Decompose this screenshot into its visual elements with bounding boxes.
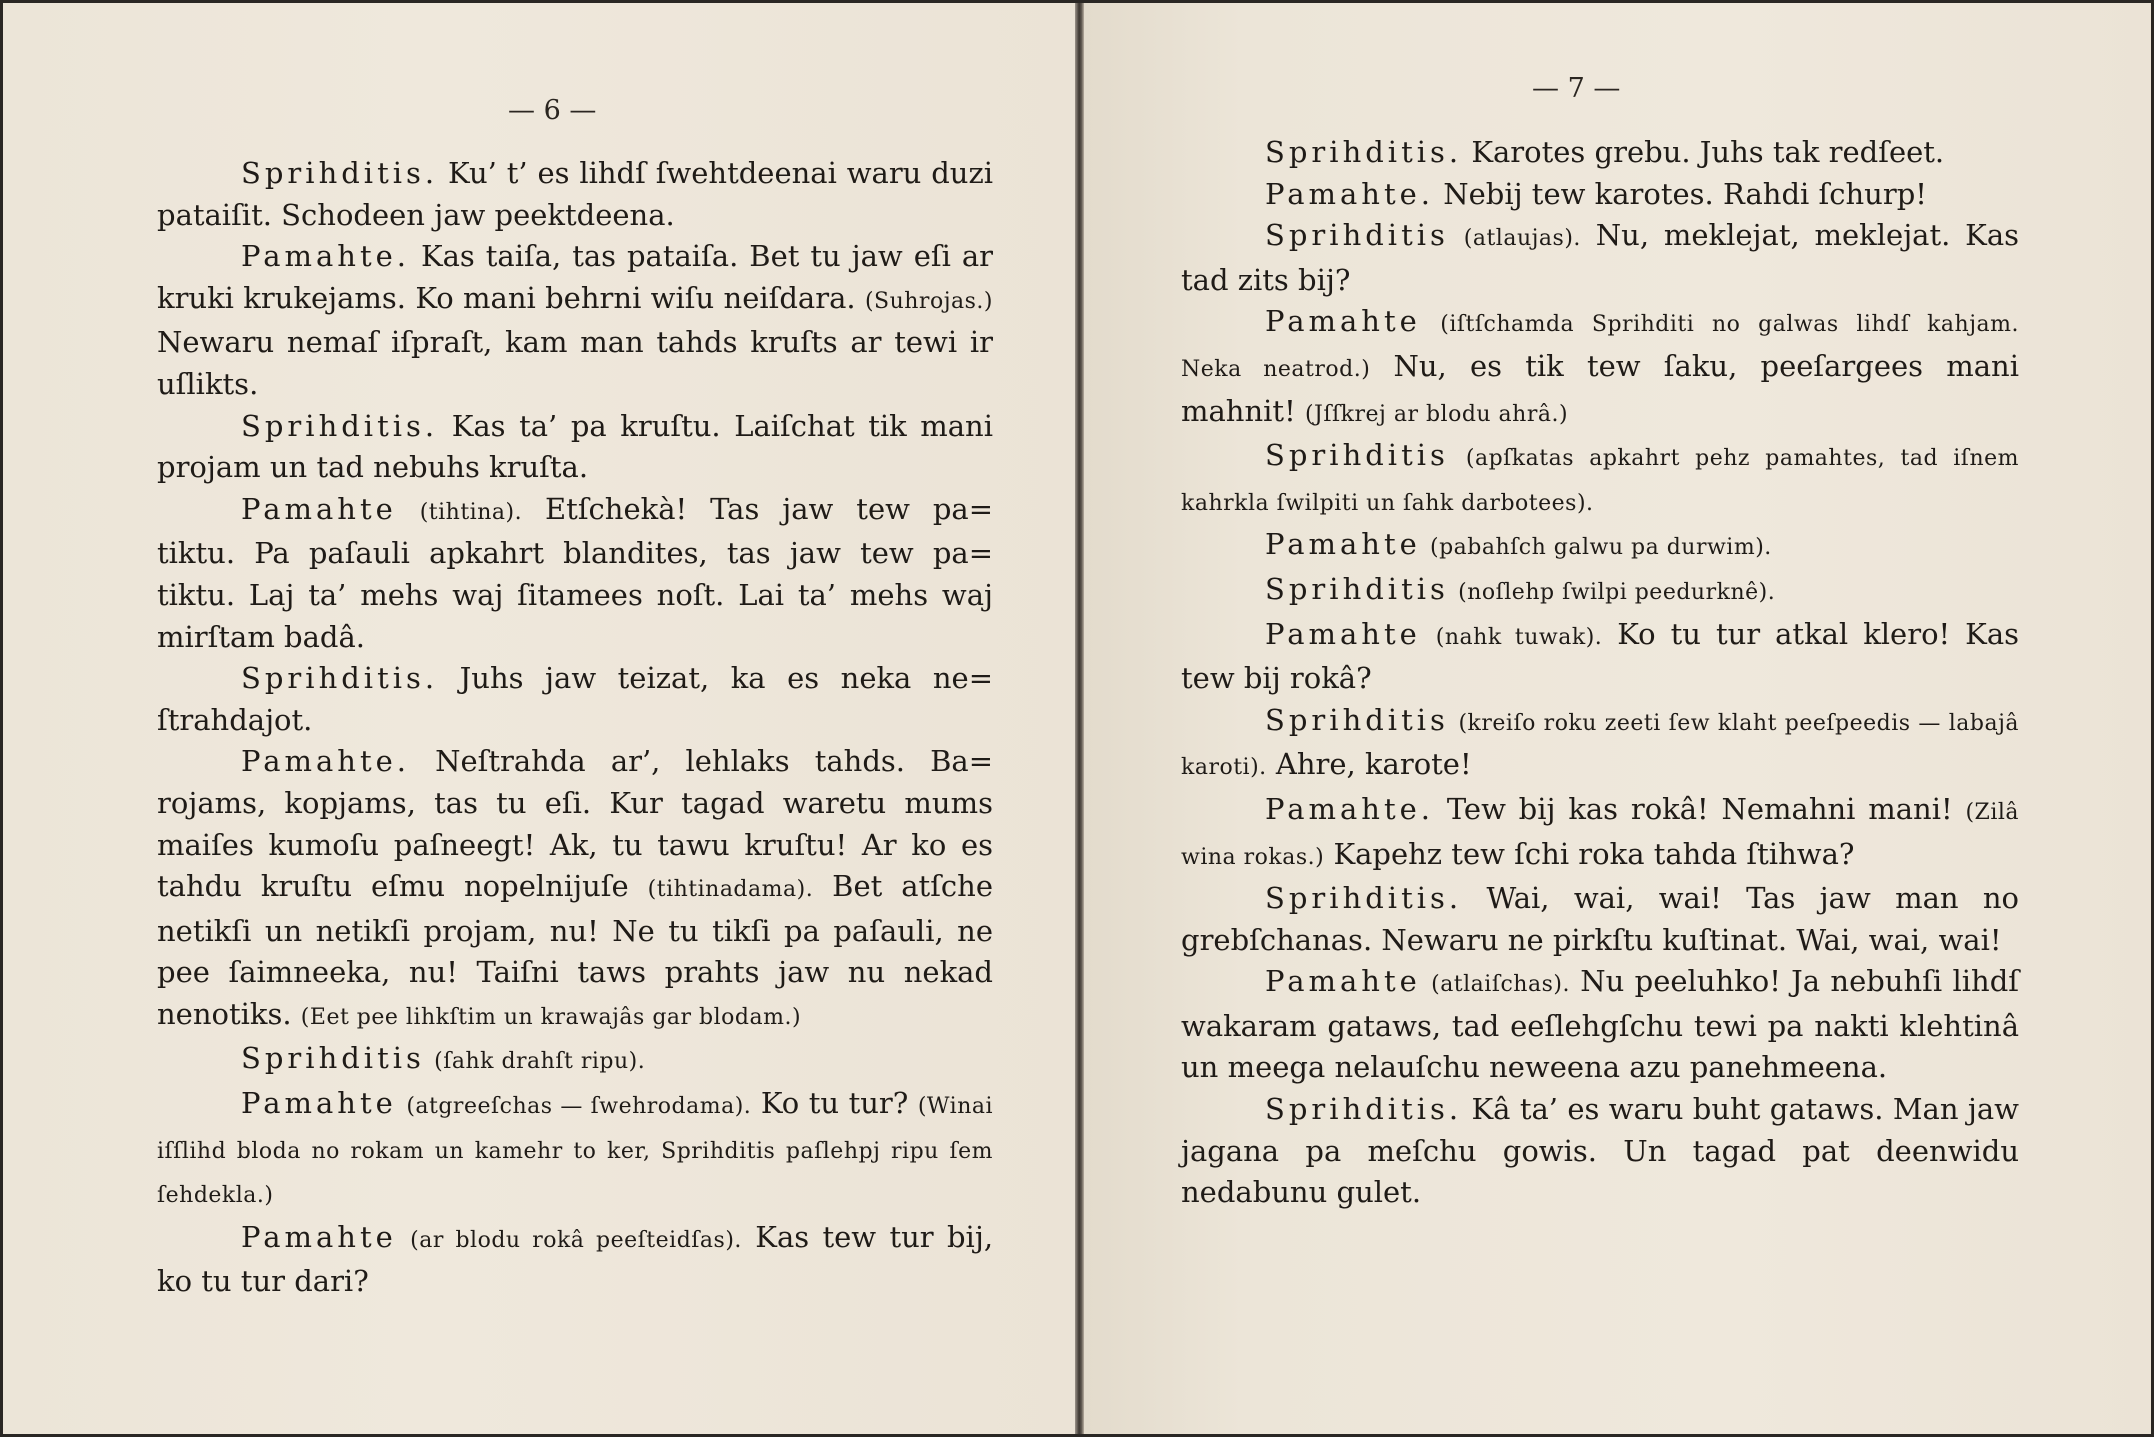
stage-direction: (atlaujas).: [1463, 226, 1581, 252]
dialogue-text: Tew bij kas rokâ! Nemahni mani!: [1446, 791, 1953, 826]
stage-direction: (apſkatas apkahrt pehz pamahtes, tad iſnem kahrkla ſwilpiti un ſahk darbotees).: [1181, 446, 2019, 516]
stage-direction: (Jſſkrej ar blodu ahrâ.): [1304, 401, 1569, 427]
dialogue-paragraph: [1181, 1089, 2019, 1214]
dialogue-text: Kas taiſa, tas pataiſa. Bet tu jaw eſi ar kruki krukejams. Ko mani behrni wiſu neiſdara.: [157, 239, 993, 315]
dialogue-text: Newaru nemaſ iſpraſt, kam man tahds kruſts ar tewi ir uſlikts.: [157, 325, 993, 401]
dialogue-text: Juhs jaw teizat, ka es neka ne= ſtrahdajot.: [157, 661, 994, 737]
dialogue-paragraph: [1181, 878, 2019, 961]
page-text: [1181, 132, 2019, 1214]
speaker-name: Sprihditis: [1265, 438, 1449, 473]
dialogue-paragraph: [157, 153, 993, 236]
stage-direction: (ar blodu rokâ peeſteidſas).: [410, 1227, 742, 1253]
dialogue-paragraph: [157, 1038, 993, 1083]
dialogue-paragraph: [1181, 700, 2019, 789]
speaker-name: Sprihditis.: [1265, 135, 1463, 169]
speaker-name: Pamahte.: [1265, 791, 1434, 826]
dialogue-paragraph: [1181, 614, 2019, 700]
dialogue-paragraph: [157, 658, 993, 741]
dialogue-text: Etſchekà! Tas jaw tew pa= tiktu. Pa paſauli apkahrt blandites, tas jaw tew pa= tiktu. Laj ta’ mehs waj ſitamees noſt. Lai ta’ mehs waj mirſtam badâ.: [157, 491, 993, 654]
speaker-name: Pamahte.: [241, 744, 410, 779]
stage-direction: (Zilâ wina rokas.): [1181, 799, 2020, 870]
dialogue-text: Nu, meklejat, meklejat. Kas tad zits bij?: [1181, 218, 2020, 297]
dialogue-paragraph: [157, 406, 993, 489]
stage-direction: (Eet pee lihkſtim un krawajâs gar blodam.): [300, 1004, 802, 1030]
stage-direction: (Winai iſſlihd bloda no rokam un kamehr to ker, Sprihditis paſlehpj ripu ſem ſehdekla.): [157, 1094, 994, 1209]
speaker-name: Sprihditis.: [241, 661, 439, 696]
dialogue-paragraph: [157, 1217, 993, 1303]
dialogue-text: Wai, wai, wai! Tas jaw man no grebſchanas. Newaru ne pirkſtu kuſtinat. Wai, wai, wai!: [1181, 881, 2019, 957]
dialogue-text: Kapehz tew ſchi roka tahda ſtihwa?: [1333, 836, 1855, 871]
dialogue-text: Nebij tew karotes. Rahdi ſchurp!: [1443, 176, 1927, 211]
speaker-name: Pamahte: [1265, 964, 1421, 999]
speaker-name: Pamahte: [241, 1219, 397, 1254]
stage-direction: (noſlehp ſwilpi peedurknê).: [1458, 579, 1776, 605]
stage-direction: (Suhrojas.): [864, 288, 993, 314]
stage-direction: (kreiſo roku zeeti ſew klaht peeſpeedis — labajâ karoti).: [1181, 710, 2019, 781]
dialogue-text: Ko tu tur?: [760, 1086, 909, 1121]
page-text: [157, 153, 993, 1303]
speaker-name: Pamahte: [241, 491, 397, 526]
stage-direction: (nahk tuwak).: [1435, 624, 1603, 650]
dialogue-paragraph: [1181, 435, 2019, 524]
stage-direction: (pabahſch galwu pa durwim).: [1430, 535, 1772, 561]
page-number: — 6 —: [508, 95, 597, 126]
dialogue-paragraph: [1181, 132, 2019, 174]
dialogue-text: Karotes grebu. Juhs tak redſeet.: [1471, 135, 1945, 169]
speaker-name: Sprihditis: [1265, 571, 1449, 606]
dialogue-paragraph: [157, 236, 993, 405]
dialogue-text: Nu peeluhko! Ja nebuhſi lihdſ wakaram gataws, tad eeſlehgſchu tewi pa nakti klehtinâ un meega nelauſchu neweena azu panehmeena.: [1181, 964, 2020, 1085]
speaker-name: Sprihditis.: [1265, 881, 1463, 916]
speaker-name: Pamahte: [1265, 616, 1421, 651]
stage-direction: (iſtſchamda Sprihditi no galwas lihdſ kahjam. Neka neatrod.): [1181, 312, 2019, 382]
speaker-name: Sprihditis.: [1265, 1092, 1463, 1127]
stage-direction: (tihtinadama).: [647, 877, 814, 903]
dialogue-text: Bet atſche netikſi un netikſi projam, nu! Ne tu tikſi pa paſauli, ne pee ſaimneeka, nu! Taiſni taws prahts jaw nu nekad nenotiks.: [157, 869, 994, 1031]
stage-direction: (atgreeſchas — ſwehrodama).: [406, 1094, 752, 1120]
dialogue-text: Ko tu tur atkal klero! Kas tew bij rokâ?: [1181, 616, 2020, 696]
dialogue-text: Kâ ta’ es waru buht gataws. Man jaw jagana pa meſchu gowis. Un tagad pat deenwidu nedabunu gulet.: [1181, 1092, 2019, 1210]
dialogue-paragraph: [1181, 524, 2019, 569]
dialogue-text: Ahre, karote!: [1275, 747, 1472, 782]
page-number: — 7 —: [1532, 73, 1621, 104]
speaker-name: Pamahte: [241, 1086, 397, 1121]
right-page: [1084, 3, 2151, 1434]
speaker-name: Sprihditis: [241, 1041, 425, 1076]
speaker-name: Pamahte.: [241, 239, 410, 274]
dialogue-text: Ku’ t’ es lihdſ ſwehtdeenai waru duzi pataiſit. Schodeen jaw peektdeena.: [157, 156, 993, 232]
dialogue-text: Kas tew tur bij, ko tu tur dari?: [157, 1219, 994, 1299]
speaker-name: Sprihditis.: [241, 156, 439, 190]
dialogue-paragraph: [1181, 961, 2019, 1089]
speaker-name: Sprihditis: [1265, 218, 1449, 253]
speaker-name: Pamahte: [1265, 527, 1421, 562]
dialogue-paragraph: [1181, 301, 2019, 435]
stage-direction: (atlaiſchas).: [1431, 972, 1570, 998]
dialogue-text: Kas ta’ pa kruſtu. Laiſchat tik mani projam un tad nebuhs kruſta.: [157, 408, 994, 485]
book-gutter: [1075, 3, 1084, 1434]
stage-direction: (tihtina).: [419, 499, 523, 525]
stage-direction: (ſahk drahſt ripu).: [434, 1049, 646, 1075]
left-page: [3, 3, 1075, 1434]
dialogue-paragraph: [157, 489, 993, 658]
speaker-name: Pamahte: [1265, 304, 1421, 339]
speaker-name: Sprihditis.: [241, 408, 439, 443]
dialogue-paragraph: [1181, 215, 2019, 301]
dialogue-paragraph: [157, 1083, 993, 1217]
dialogue-text: Nu, es tik tew ſaku, peeſargees mani mahnit!: [1181, 348, 2020, 428]
speaker-name: Pamahte.: [1265, 176, 1434, 211]
dialogue-paragraph: [1181, 789, 2019, 878]
dialogue-text: Neſtrahda ar’, lehlaks tahds. Ba= rojams, kopjams, tas tu eſi. Kur tagad waretu mums maiſes kumoſu paſneegt! Ak, tu tawu kruſtu! Ar ko es tahdu kruſtu eſmu nopelnijuſe: [157, 744, 994, 904]
dialogue-paragraph: [157, 741, 993, 1038]
speaker-name: Sprihditis: [1265, 702, 1449, 737]
dialogue-paragraph: [1181, 569, 2019, 614]
dialogue-paragraph: [1181, 174, 2019, 216]
